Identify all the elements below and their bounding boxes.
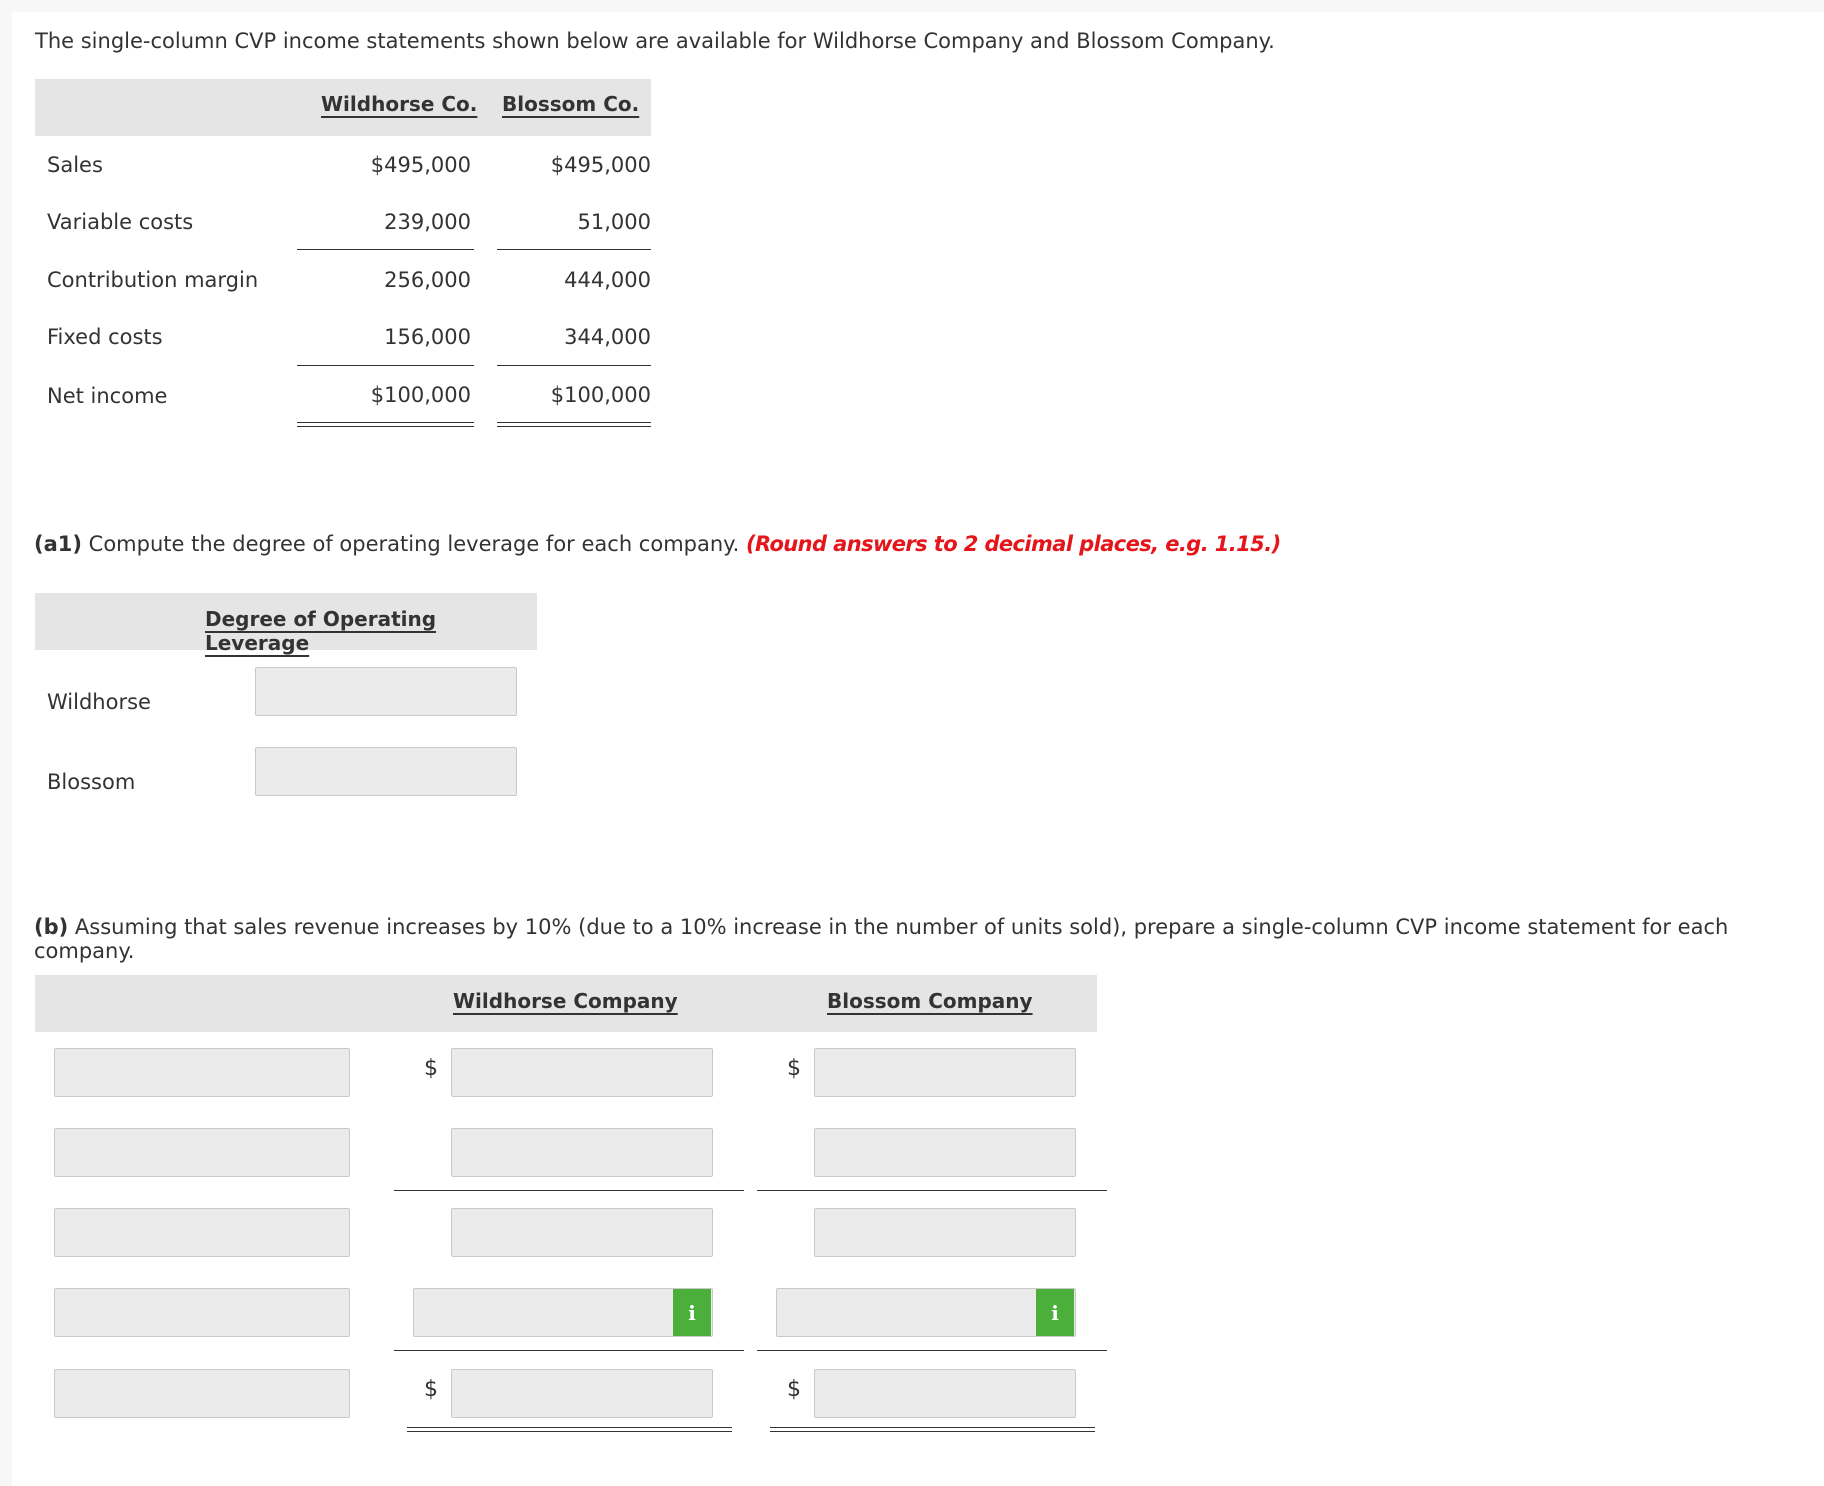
total-double-rule (297, 422, 474, 427)
blossom-line-5-input[interactable] (814, 1369, 1076, 1418)
subtotal-rule (757, 1190, 1107, 1191)
intro-text: The single-column CVP income statements shown below are available for Wildhorse Company and Blossom Company. (35, 29, 1275, 53)
info-icon[interactable]: i (673, 1289, 711, 1336)
line-item-select[interactable] (54, 1048, 350, 1097)
cell-blossom-fixed-costs: 344,000 (564, 325, 651, 349)
dollar-sign: $ (787, 1056, 801, 1081)
subtotal-rule (394, 1190, 744, 1191)
question-b-tag: (b) (34, 915, 69, 939)
subtotal-rule (297, 365, 474, 366)
cell-blossom-net-income: $100,000 (550, 383, 651, 407)
total-double-rule (770, 1427, 1095, 1432)
wildhorse-line-4-input[interactable] (413, 1288, 713, 1337)
cell-blossom-contribution-margin: 444,000 (564, 268, 651, 292)
subtotal-rule (394, 1350, 744, 1351)
cell-wildhorse-sales: $495,000 (370, 153, 471, 177)
dol-wildhorse-input[interactable] (255, 667, 517, 716)
wildhorse-line-3-input[interactable] (451, 1208, 713, 1257)
subtotal-rule (497, 365, 651, 366)
wildhorse-line-2-input[interactable] (451, 1128, 713, 1177)
cell-wildhorse-fixed-costs: 156,000 (384, 325, 471, 349)
header-dol: Degree of Operating Leverage (205, 607, 437, 655)
subtotal-rule (497, 249, 651, 250)
cell-wildhorse-variable-costs: 239,000 (384, 210, 471, 234)
question-b (34, 915, 1824, 963)
info-icon[interactable]: i (1036, 1289, 1074, 1336)
row-label-wildhorse: Wildhorse (47, 690, 151, 714)
question-page (12, 12, 1824, 1486)
blossom-line-4-input[interactable] (776, 1288, 1076, 1337)
wildhorse-line-5-input[interactable] (451, 1369, 713, 1418)
question-a1-tag: (a1) (34, 532, 82, 556)
row-label-contribution-margin: Contribution margin (47, 268, 259, 292)
row-label-net-income: Net income (47, 384, 168, 408)
row-label-blossom: Blossom (47, 770, 136, 794)
total-double-rule (407, 1427, 732, 1432)
subtotal-rule (757, 1350, 1107, 1351)
dol-header-row (35, 593, 537, 655)
blossom-line-2-input[interactable] (814, 1128, 1076, 1177)
dollar-sign: $ (787, 1377, 801, 1402)
subtotal-rule (297, 249, 474, 250)
cell-blossom-sales: $495,000 (550, 153, 651, 177)
question-a1 (34, 532, 1281, 556)
line-item-select[interactable] (54, 1208, 350, 1257)
statement-header-row (35, 79, 651, 136)
rounding-instruction: (Round answers to 2 decimal places, e.g. 1.15.) (745, 532, 1281, 556)
row-label-sales: Sales (47, 153, 103, 177)
question-a1-text: Compute the degree of operating leverage for each company. (81, 532, 746, 556)
cvp-header-row (35, 975, 1097, 1032)
line-item-select[interactable] (54, 1128, 350, 1177)
question-b-text: Assuming that sales revenue increases by 10% (due to a 10% increase in the number of units sold), prepare a single-column CVP income statement for each company. (34, 915, 1729, 963)
dollar-sign: $ (424, 1056, 438, 1081)
cell-wildhorse-net-income: $100,000 (370, 383, 471, 407)
row-label-fixed-costs: Fixed costs (47, 325, 163, 349)
blossom-line-3-input[interactable] (814, 1208, 1076, 1257)
dol-blossom-input[interactable] (255, 747, 517, 796)
blossom-line-1-input[interactable] (814, 1048, 1076, 1097)
cell-blossom-variable-costs: 51,000 (577, 210, 651, 234)
header-wildhorse-company: Wildhorse Company (453, 989, 678, 1013)
header-blossom: Blossom Co. (502, 92, 640, 116)
header-blossom-company: Blossom Company (827, 989, 1033, 1013)
cell-wildhorse-contribution-margin: 256,000 (384, 268, 471, 292)
line-item-select[interactable] (54, 1288, 350, 1337)
wildhorse-line-1-input[interactable] (451, 1048, 713, 1097)
header-wildhorse: Wildhorse Co. (321, 92, 478, 116)
row-label-variable-costs: Variable costs (47, 210, 194, 234)
line-item-select[interactable] (54, 1369, 350, 1418)
total-double-rule (497, 422, 651, 427)
dollar-sign: $ (424, 1377, 438, 1402)
